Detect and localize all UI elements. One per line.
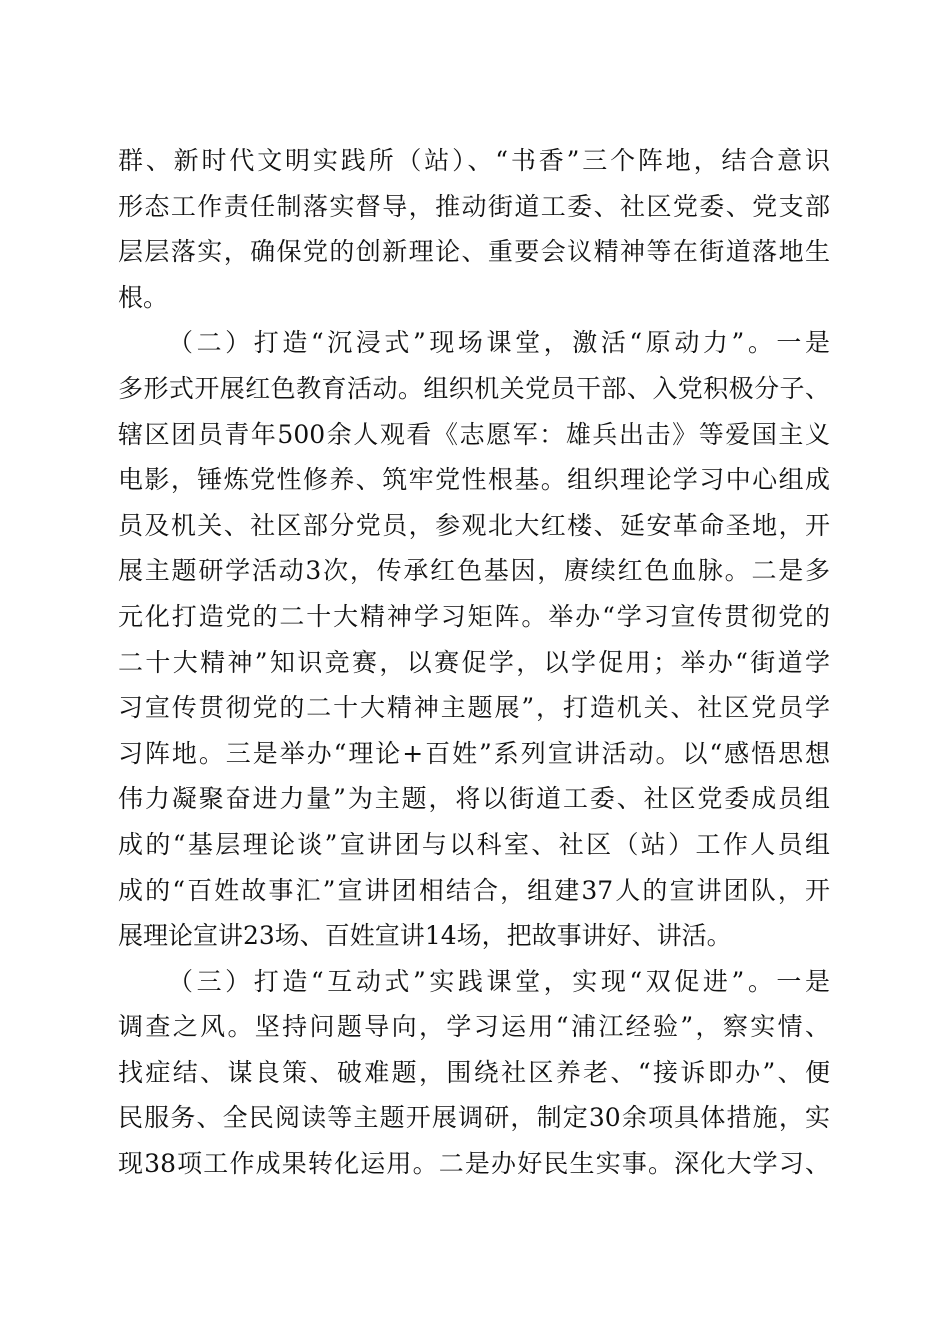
p3-line-4: 民服务、全民阅读等主题开展调研，制定30余项具体措施，实 [118, 1103, 830, 1133]
p2-line-12: 成的“基层理论谈”宣讲团与以科室、社区（站）工作人员组 [118, 829, 830, 859]
p2-line-4: 电影，锤炼党性修养、筑牢党性根基。组织理论学习中心组成 [118, 465, 830, 495]
p3-line-1: （三）打造“互动式”实践课堂，实现“双促进”。一是 [168, 966, 830, 996]
p2-line-7: 元化打造党的二十大精神学习矩阵。举办“学习宣传贯彻党的 [118, 601, 830, 631]
p2-line-6: 展主题研学活动3次，传承红色基因，赓续红色血脉。二是多 [118, 556, 830, 586]
p2-line-11: 伟力凝聚奋进力量”为主题，将以街道工委、社区党委成员组 [118, 784, 830, 814]
p2-line-13: 成的“百姓故事汇”宣讲团相结合，组建37人的宣讲团队，开 [118, 875, 830, 905]
p2-line-5: 员及机关、社区部分党员，参观北大红楼、延安革命圣地，开 [118, 510, 830, 540]
p2-line-9: 习宣传贯彻党的二十大精神主题展”，打造机关、社区党员学 [118, 693, 830, 723]
body-text [118, 138, 830, 1187]
p2-line-10: 习阵地。三是举办“理论+百姓”系列宣讲活动。以“感悟思想 [118, 738, 830, 768]
p3-line-5: 现38项工作成果转化运用。二是办好民生实事。深化大学习、 [118, 1149, 830, 1179]
p2-line-8: 二十大精神”知识竞赛，以赛促学，以学促用；举办“街道学 [118, 647, 830, 677]
p1-line-4: 根。 [118, 282, 169, 312]
p2-line-1: （二）打造“沉浸式”现场课堂，激活“原动力”。一是 [168, 328, 830, 358]
p2-line-2: 多形式开展红色教育活动。组织机关党员干部、入党积极分子、 [118, 373, 830, 403]
p1-line-1: 群、新时代文明实践所（站）、“书香”三个阵地，结合意识 [118, 146, 830, 175]
p2-line-3: 辖区团员青年500余人观看《志愿军：雄兵出击》等爱国主义 [118, 419, 830, 449]
p1-line-3: 层层落实，确保党的创新理论、重要会议精神等在街道落地生 [118, 237, 830, 267]
p1-line-2: 形态工作责任制落实督导，推动街道工委、社区党委、党支部 [118, 191, 830, 221]
p3-line-2: 调查之风。坚持问题导向，学习运用“浦江经验”，察实情、 [118, 1012, 830, 1042]
p3-line-3: 找症结、谋良策、破难题，围绕社区养老、“接诉即办”、便 [118, 1057, 830, 1087]
p2-line-14: 展理论宣讲23场、百姓宣讲14场，把故事讲好、讲活。 [118, 921, 732, 951]
